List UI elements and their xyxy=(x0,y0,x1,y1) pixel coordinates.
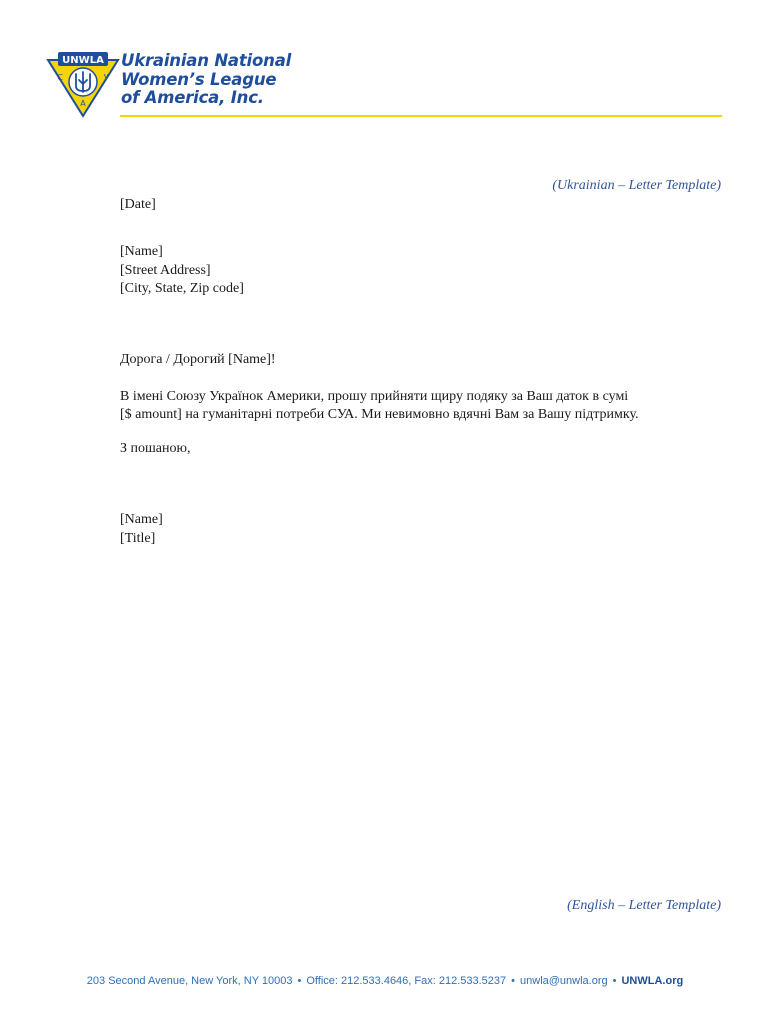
signer-title: [Title] xyxy=(120,531,156,546)
footer-website-link[interactable]: UNWLA.org xyxy=(621,975,684,987)
footer-phone: Office: 212.533.4646, Fax: 212.533.5237 xyxy=(306,975,507,987)
header-divider xyxy=(120,115,722,117)
closing: З пошаною, xyxy=(120,441,191,456)
org-name-line-1: Ukrainian National xyxy=(121,51,292,70)
salutation: Дорога / Дорогий [Name]! xyxy=(120,352,276,367)
body-line-2: [$ amount] на гуманітарні потреби СУА. Ми невимовно вдячні Вам за Вашу підтримку. xyxy=(120,407,639,422)
footer-separator: • xyxy=(297,975,302,987)
recipient-city: [City, State, Zip code] xyxy=(120,281,244,296)
logo-letter-bottom: А xyxy=(80,99,86,108)
recipient-street: [Street Address] xyxy=(120,263,211,278)
footer-separator: • xyxy=(511,975,516,987)
signer-name: [Name] xyxy=(120,512,163,527)
footer-contact xyxy=(0,975,770,987)
template-label-english: (English – Letter Template) xyxy=(567,898,721,913)
org-name-line-2: Women’s League xyxy=(121,69,277,89)
footer-email-link[interactable]: unwla@unwla.org xyxy=(520,975,608,987)
letter-date: [Date] xyxy=(120,197,156,212)
unwla-logo-icon xyxy=(46,50,120,118)
recipient-name: [Name] xyxy=(120,244,163,259)
body-line-1: В імені Союзу Українок Америки, прошу прийняти щиру подяку за Ваш даток в сумі xyxy=(120,389,629,404)
logo-letter-left: С xyxy=(57,73,63,82)
org-name-line-3: of America, Inc. xyxy=(121,88,264,107)
template-label-ukrainian: (Ukrainian – Letter Template) xyxy=(552,178,721,193)
footer-separator: • xyxy=(612,975,617,987)
organization-name xyxy=(121,52,291,108)
logo-badge-text: UNWLA xyxy=(62,55,104,66)
logo-letter-right: У xyxy=(103,73,109,82)
footer-address: 203 Second Avenue, New York, NY 10003 xyxy=(86,975,293,987)
